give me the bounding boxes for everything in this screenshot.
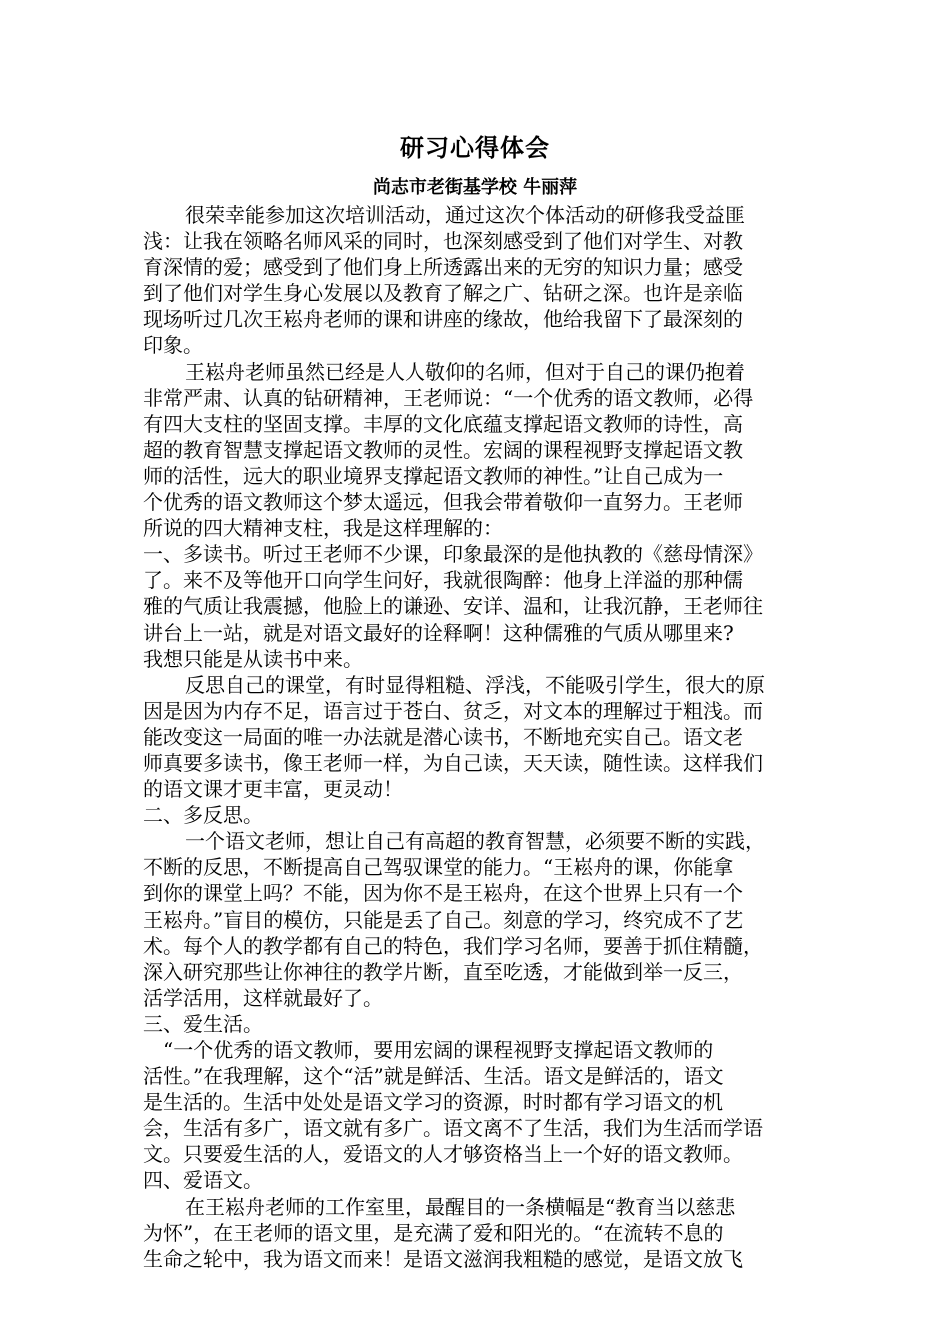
text-line: 王崧舟。”盲目的模仿，只能是丢了自己。刻意的学习，终究成不了艺 <box>143 907 744 932</box>
text-line: 王崧舟老师虽然已经是人人敬仰的名师，但对于自己的课仍抱着 <box>185 359 745 384</box>
text-line: 师真要多读书，像王老师一样，为自己读，天天读，随性读。这样我们 <box>143 750 763 775</box>
text-line: 我想只能是从读书中来。 <box>143 646 363 671</box>
section-heading: 三、爱生活。 <box>143 1011 263 1036</box>
text-line: 不断的反思，不断提高自己驾驭课堂的能力。“王崧舟的课，你能拿 <box>143 855 734 880</box>
text-line: 能改变这一局面的唯一办法就是潜心读书，不断地充实自己。语文老 <box>143 724 743 749</box>
text-line: 一个语文老师，想让自己有高超的教育智慧，必须要不断的实践， <box>185 829 765 854</box>
text-line: 术。每个人的教学都有自己的特色，我们学习名师，要善于抓住精髓， <box>143 933 763 958</box>
text-line: 在王崧舟老师的工作室里，最醒目的一条横幅是“教育当以慈悲 <box>185 1194 736 1219</box>
text-line: 活学活用，这样就最好了。 <box>143 985 383 1010</box>
text-line: 印象。 <box>143 333 203 358</box>
text-line: 为怀”，在王老师的语文里，是充满了爱和阳光的。“在流转不息的 <box>143 1220 724 1245</box>
text-line: 到你的课堂上吗？不能，因为你不是王崧舟，在这个世界上只有一个 <box>143 881 743 906</box>
text-line: 生命之轮中，我为语文而来！是语文滋润我粗糙的感觉，是语文放飞 <box>143 1246 743 1271</box>
section-heading: 一、多读书。听过王老师不少课，印象最深的是他执教的《慈母情深》 <box>143 542 763 567</box>
text-line: 超的教育智慧支撑起语文教师的灵性。宏阔的课程视野支撑起语文教 <box>143 437 743 462</box>
body-text <box>143 202 813 1272</box>
text-line: 浅：让我在领略名师风采的同时，也深刻感受到了他们对学生、对教 <box>143 229 743 254</box>
text-line: 讲台上一站，就是对语文最好的诠释啊！这种儒雅的气质从哪里来? <box>143 620 734 645</box>
text-line: 因是因为内存不足，语言过于苍白、贫乏，对文本的理解过于粗浅。而 <box>143 698 763 723</box>
text-line: 现场听过几次王崧舟老师的课和讲座的缘故，他给我留下了最深刻的 <box>143 307 743 332</box>
text-line: 反思自己的课堂，有时显得粗糙、浮浅，不能吸引学生，很大的原 <box>185 672 765 697</box>
text-line: 育深情的爱；感受到了他们身上所透露出来的无穷的知识力量；感受 <box>143 255 743 280</box>
text-line: 非常严肃、认真的钻研精神，王老师说：“一个优秀的语文教师，必得 <box>143 385 754 410</box>
text-line: “一个优秀的语文教师，要用宏阔的课程视野支撑起语文教师的 <box>163 1038 714 1062</box>
text-line: 师的活性，远大的职业境界支撑起语文教师的神性。”让自己成为一 <box>143 463 724 488</box>
text-line: 会，生活有多广，语文就有多广。语文离不了生活，我们为生活而学语 <box>143 1116 763 1141</box>
text-line: 所说的四大精神支柱，我是这样理解的： <box>143 516 503 541</box>
text-line: 活性。”在我理解，这个“活”就是鲜活、生活。语文是鲜活的，语文 <box>143 1064 724 1089</box>
section-heading: 四、爱语文。 <box>143 1168 263 1193</box>
document-title: 研习心得体会 <box>400 134 550 162</box>
text-line: 深入研究那些让你神往的教学片断，直至吃透，才能做到举一反三， <box>143 959 743 984</box>
text-line: 雅的气质让我震撼，他脸上的谦逊、安详、温和，让我沉静，王老师往 <box>143 594 763 619</box>
section-heading: 二、多反思。 <box>143 803 263 828</box>
text-line: 的语文课才更丰富，更灵动！ <box>143 777 403 802</box>
text-line: 很荣幸能参加这次培训活动，通过这次个体活动的研修我受益匪 <box>185 203 745 227</box>
text-line: 是生活的。生活中处处是语文学习的资源，时时都有学习语文的机 <box>143 1090 723 1115</box>
text-line: 文。只要爱生活的人，爱语文的人才够资格当上一个好的语文教师。 <box>143 1142 743 1167</box>
text-line: 有四大支柱的坚固支撑。丰厚的文化底蕴支撑起语文教师的诗性，高 <box>143 411 743 436</box>
text-line: 到了他们对学生身心发展以及教育了解之广、钻研之深。也许是亲临 <box>143 281 743 306</box>
text-line: 了。来不及等他开口向学生问好，我就很陶醉：他身上洋溢的那种儒 <box>143 568 743 593</box>
text-line: 个优秀的语文教师这个梦太遥远，但我会带着敬仰一直努力。王老师 <box>143 490 743 515</box>
author-byline: 尚志市老街基学校 牛丽萍 <box>372 177 578 198</box>
